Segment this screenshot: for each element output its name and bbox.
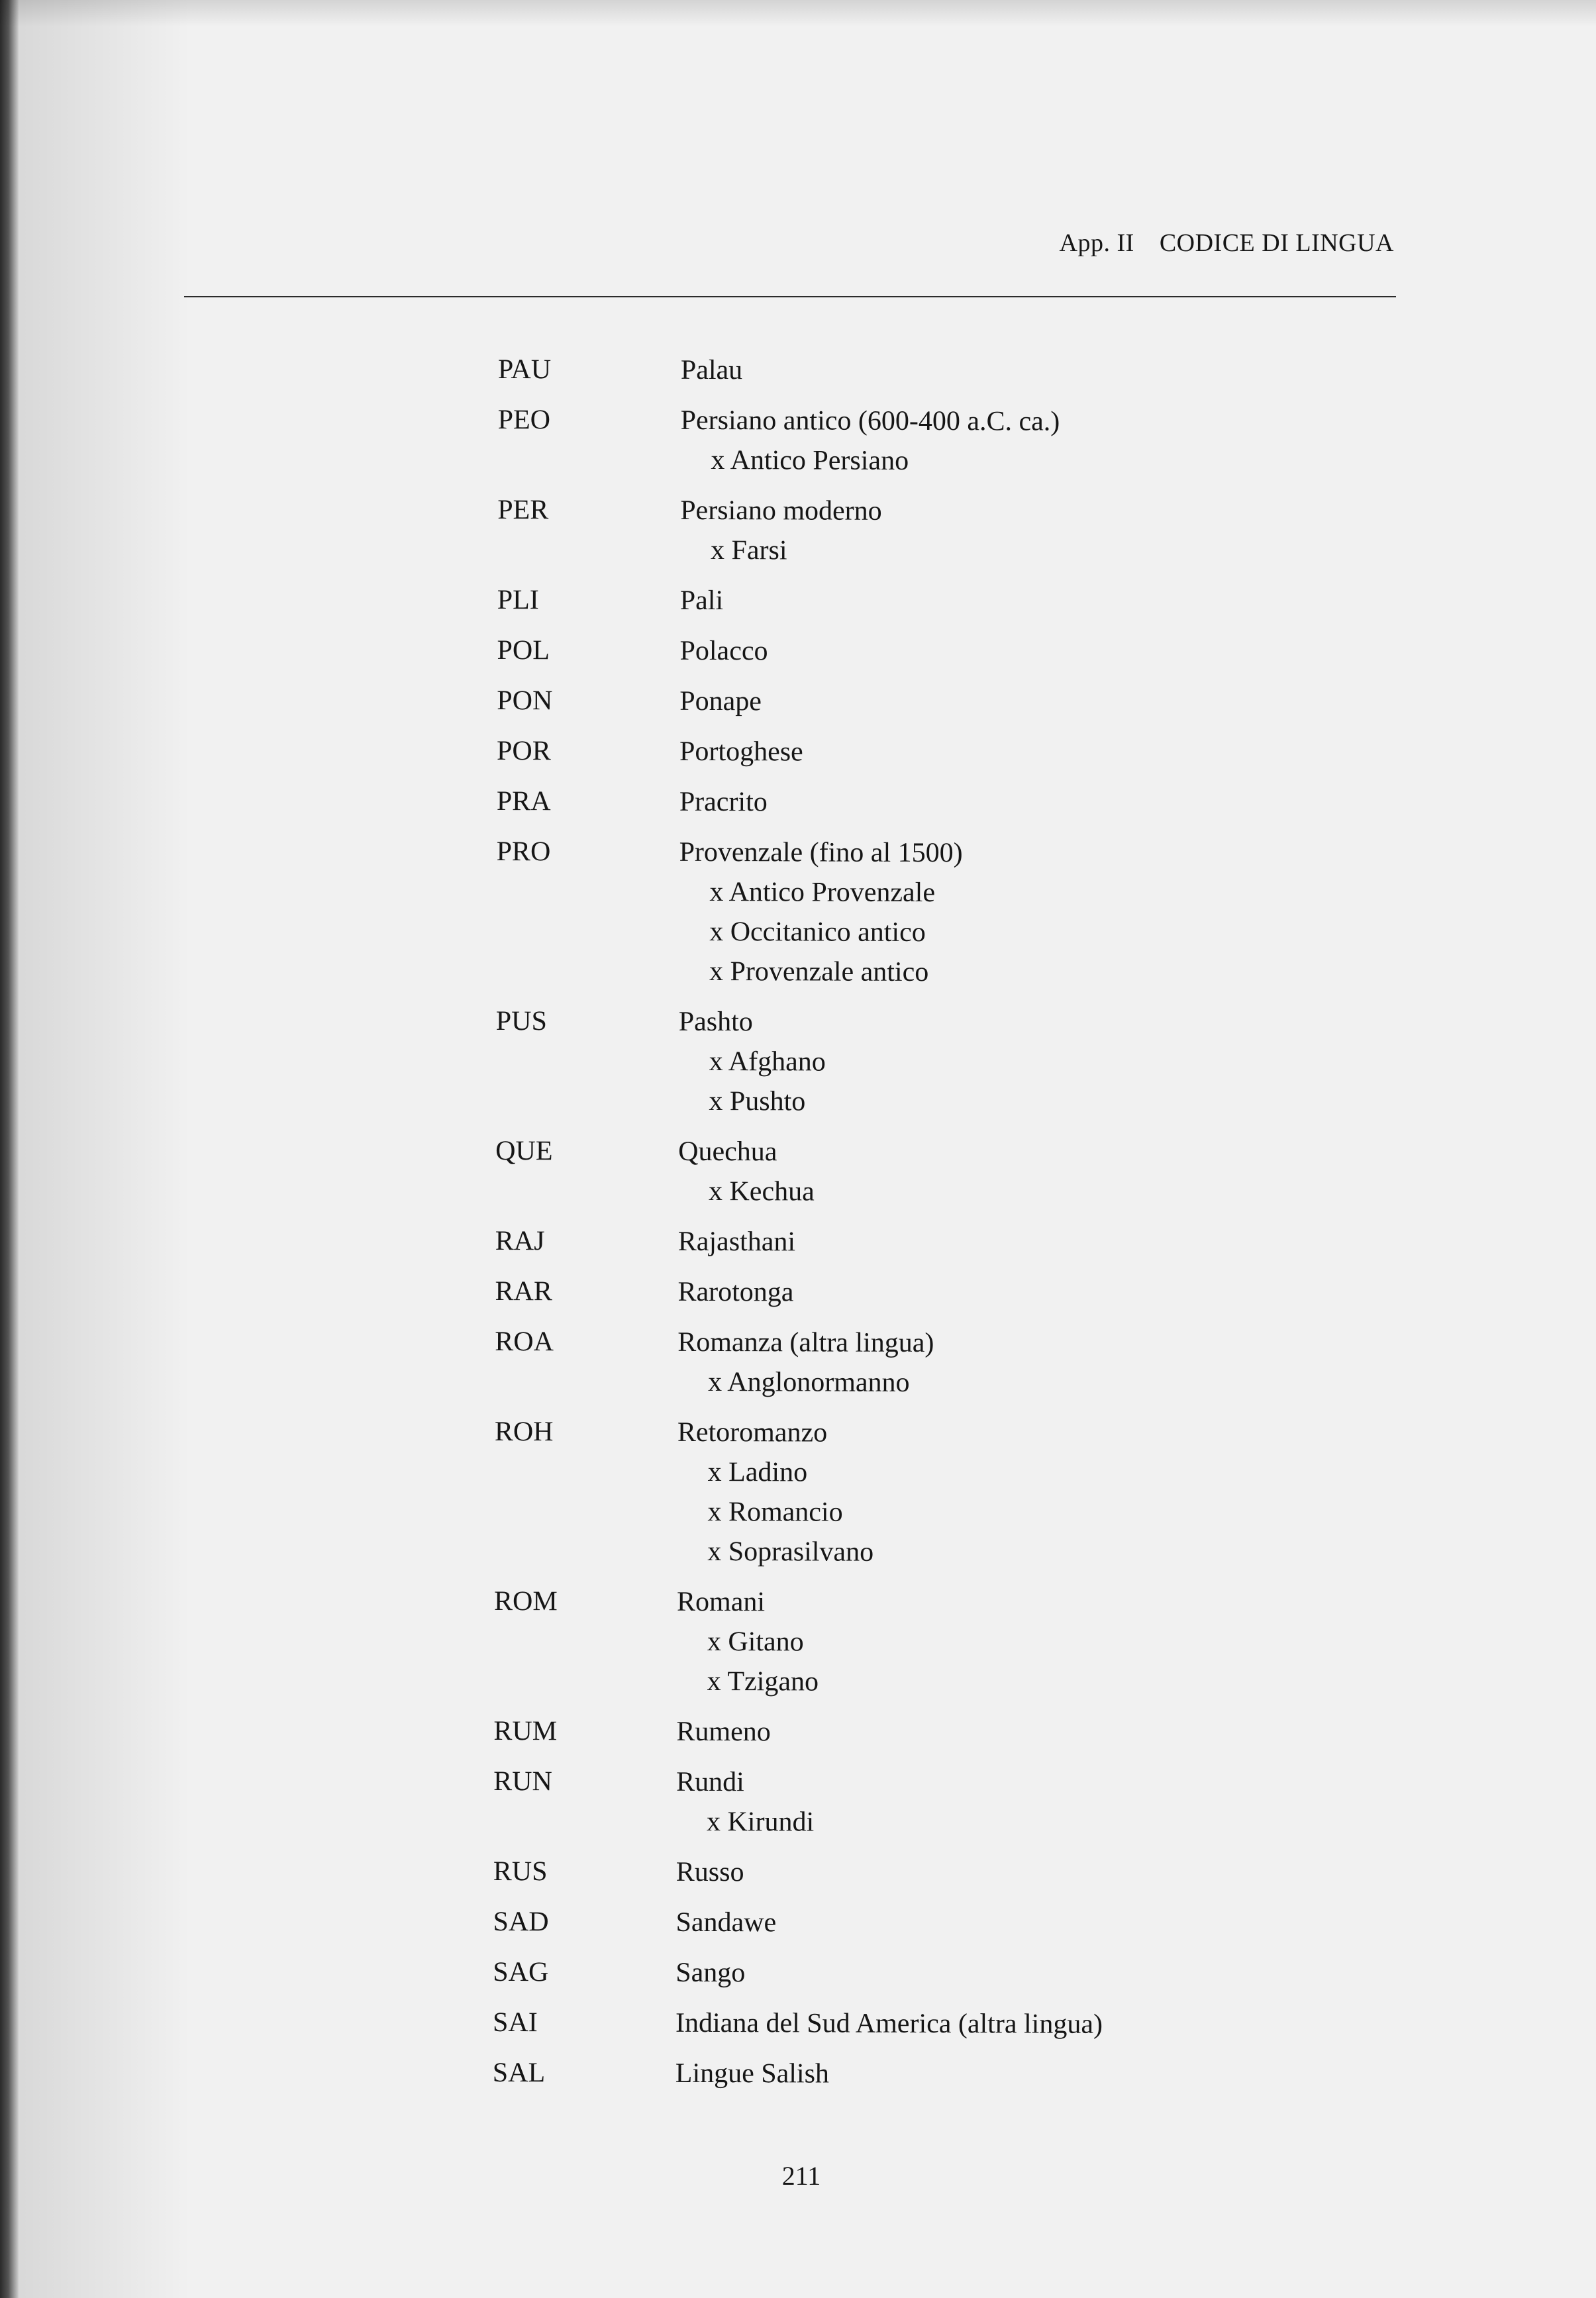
language-code: PER (497, 494, 549, 526)
language-code-list (493, 350, 1372, 2106)
language-entry (497, 630, 1371, 673)
language-code: PON (497, 685, 553, 717)
language-name: Persiano antico (600-400 a.C. ca.) (680, 405, 1060, 437)
language-description (676, 1712, 1368, 1754)
language-description (679, 832, 1371, 993)
language-entry (497, 781, 1371, 824)
book-binding-shadow (0, 0, 19, 2298)
language-code: SAD (493, 1906, 549, 1938)
language-description (679, 631, 1371, 673)
language-code: PRO (496, 836, 551, 868)
language-code: QUE (495, 1135, 553, 1167)
language-description (675, 2054, 1367, 2095)
language-alternate-name: x Farsi (710, 535, 787, 566)
running-header (1060, 228, 1394, 258)
language-code: RUM (493, 1715, 558, 1747)
header-rule (184, 296, 1396, 297)
language-name: Ponape (679, 685, 762, 717)
language-name: Palau (680, 354, 743, 386)
header-title: CODICE DI LINGUA (1159, 229, 1394, 257)
language-alternate-name: x Antico Provenzale (709, 877, 936, 909)
language-code: RAJ (495, 1225, 545, 1257)
language-name: Persiano moderno (680, 495, 882, 526)
language-name: Rarotonga (677, 1276, 794, 1308)
language-entry (497, 681, 1371, 723)
language-name: Rundi (676, 1766, 744, 1798)
language-name: Retoromanzo (677, 1417, 828, 1448)
language-description (679, 732, 1371, 774)
language-name: Pali (679, 585, 724, 617)
language-code: RUN (493, 1766, 552, 1797)
language-description (678, 1222, 1370, 1264)
language-entry (495, 1322, 1369, 1404)
language-code: SAG (493, 1956, 549, 1988)
language-name: Pracrito (679, 786, 768, 818)
language-alternate-name: x Provenzale antico (709, 956, 929, 988)
language-name: Pashto (678, 1006, 753, 1038)
language-entry (495, 1221, 1370, 1264)
language-name: Rumeno (676, 1716, 771, 1748)
language-alternate-name: x Anglonormanno (708, 1367, 910, 1398)
language-description (681, 350, 1372, 392)
header-section: App. II (1059, 229, 1134, 257)
language-name: Portoghese (679, 736, 803, 768)
language-name: Romanza (altra lingua) (677, 1326, 934, 1359)
language-code: PLI (497, 584, 539, 616)
language-name: Sango (675, 1957, 746, 1989)
language-code: POL (497, 634, 550, 666)
language-entry (495, 1001, 1370, 1123)
language-alternate-name: x Occitanico antico (709, 917, 926, 948)
language-alternate-name: x Tzigano (707, 1666, 819, 1697)
language-alternate-name: x Ladino (707, 1457, 808, 1488)
language-code: PAU (497, 354, 552, 385)
language-code: ROH (494, 1416, 554, 1448)
language-entry (493, 1852, 1368, 1894)
language-code: RUS (493, 1856, 548, 1887)
page-gutter-shade (19, 0, 191, 2298)
language-code: ROA (495, 1326, 554, 1358)
language-description (677, 1582, 1369, 1703)
language-name: Romani (676, 1586, 766, 1618)
language-alternate-name: x Afghano (709, 1046, 826, 1077)
language-entry (497, 400, 1372, 482)
language-entry (494, 1581, 1369, 1703)
language-alternate-name: x Romancio (707, 1497, 843, 1528)
language-entry (497, 731, 1371, 774)
language-entry (493, 1762, 1368, 1844)
language-name: Polacco (679, 635, 768, 667)
language-code: PRA (496, 785, 551, 817)
language-description (679, 782, 1371, 824)
language-alternate-name: x Antico Persiano (711, 445, 909, 476)
language-entry (493, 1711, 1368, 1754)
language-name: Sandawe (675, 1907, 777, 1938)
language-description (679, 681, 1371, 723)
language-code: POR (497, 735, 551, 767)
language-alternate-name: x Kirundi (706, 1807, 815, 1838)
language-description (678, 1132, 1370, 1213)
language-entry (497, 490, 1372, 572)
language-alternate-name: x Soprasilvano (707, 1536, 874, 1568)
language-description (676, 1762, 1368, 1844)
language-name: Provenzale (fino al 1500) (679, 836, 963, 869)
language-code: RAR (495, 1275, 552, 1307)
language-name: Indiana del Sud America (altra lingua) (675, 2007, 1103, 2040)
language-code: PUS (495, 1005, 547, 1037)
language-description (680, 401, 1372, 482)
language-description (680, 581, 1372, 623)
language-alternate-name: x Kechua (708, 1176, 815, 1207)
language-alternate-name: x Pushto (709, 1086, 806, 1117)
language-alternate-name: x Gitano (707, 1626, 804, 1658)
language-entry (494, 1412, 1369, 1574)
page-top-shade (0, 0, 1596, 26)
language-name: Rajasthani (677, 1226, 796, 1258)
language-description (680, 491, 1372, 572)
language-description (675, 1903, 1367, 1944)
language-entry (495, 1272, 1369, 1314)
language-entry (493, 1952, 1367, 1995)
language-name: Lingue Salish (675, 2058, 830, 2089)
language-code: PEO (497, 404, 551, 436)
language-description (677, 1272, 1369, 1314)
language-description (678, 1002, 1370, 1123)
language-description (677, 1323, 1369, 1404)
language-entry (496, 832, 1371, 993)
language-description (675, 2003, 1367, 2045)
language-entry (493, 1902, 1367, 1944)
language-name: Quechua (678, 1136, 777, 1168)
language-description (677, 1413, 1369, 1574)
language-description (675, 1953, 1367, 1995)
language-description (676, 1852, 1368, 1894)
page-number: 211 (781, 2161, 821, 2191)
language-entry (498, 350, 1372, 392)
language-code: SAI (492, 2007, 538, 2038)
language-entry (495, 1131, 1370, 1213)
language-name: Russo (675, 1856, 744, 1888)
language-entry (497, 580, 1372, 623)
language-entry (493, 2003, 1367, 2045)
language-code: ROM (493, 1585, 558, 1617)
language-entry (493, 2053, 1367, 2095)
language-code: SAL (492, 2057, 546, 2089)
